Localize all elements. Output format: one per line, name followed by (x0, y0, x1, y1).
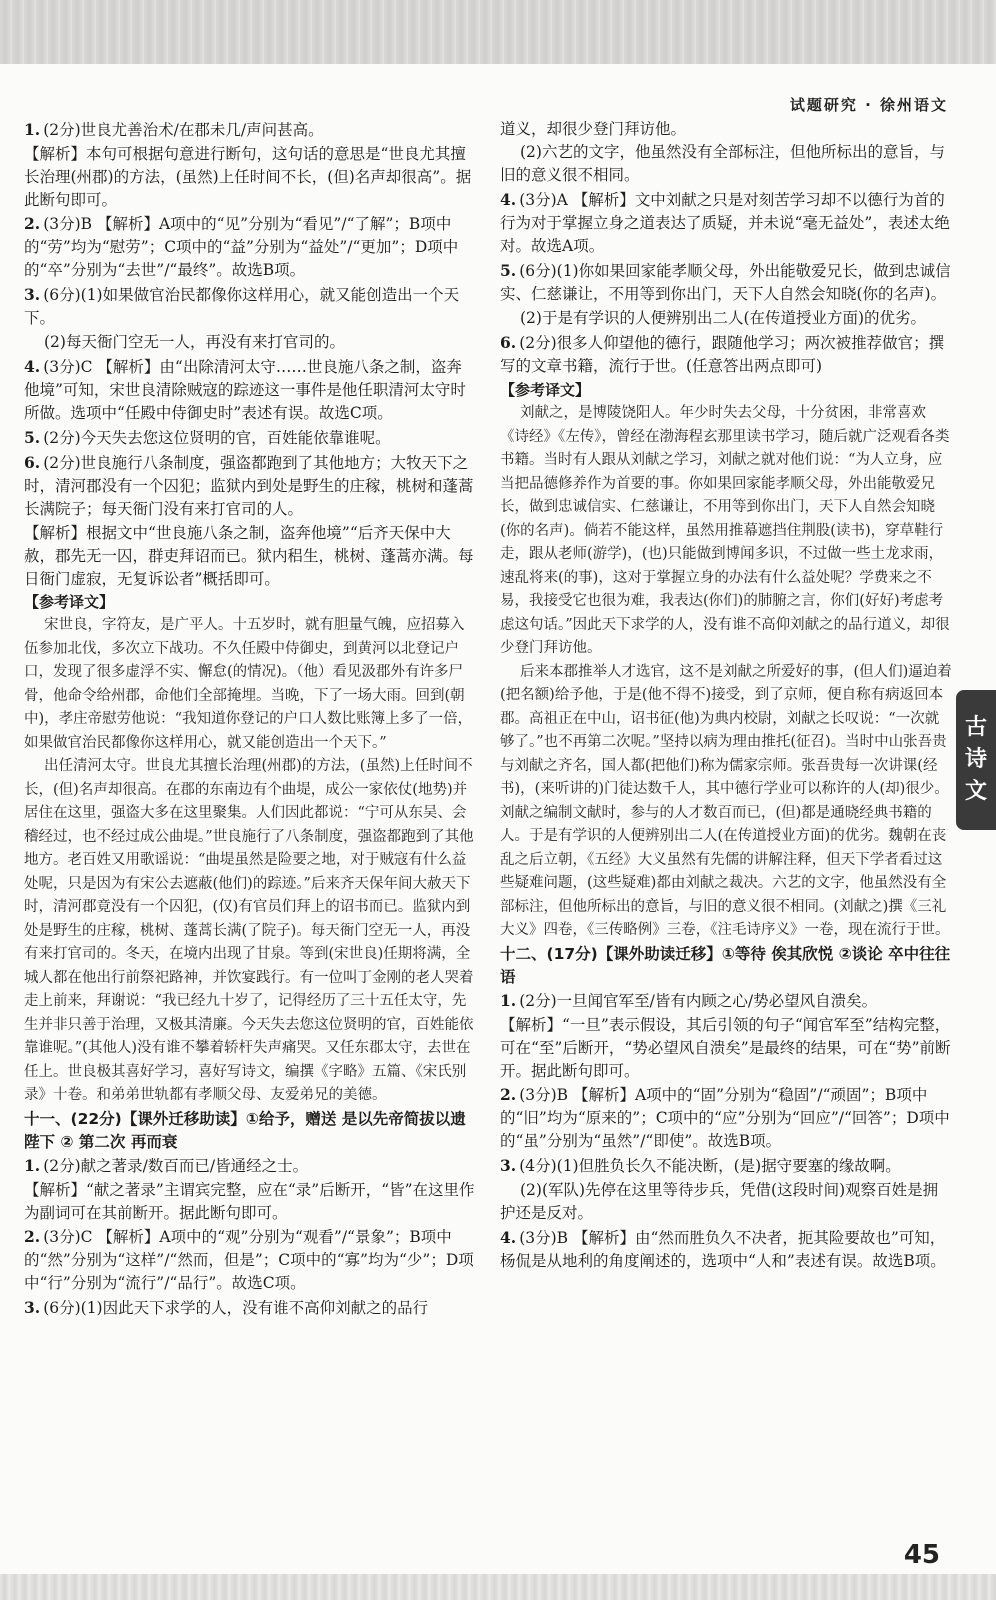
item-text: (3分)B 【解析】A项中的“固”分别为“稳固”/“顽固”；B项中的“旧”均为“原来的”；C项中的“应”分别为“回应”/“回答”；D项中的“虽”分别为“虽然”/“即使”。故选B项。 (500, 1085, 950, 1150)
item-text: (3分)B 【解析】A项中的“见”分别为“看见”/“了解”；B项中的“劳”均为“慰劳”；C项中的“益”分别为“益处”/“更加”；D项中的“卒”分别为“去世”/“最终”。故选B项。 (24, 215, 459, 279)
item-text: (3分)C 【解析】A项中的“观”分别为“观看”/“景象”；B项中的“然”分别为“这样”/“然而，但是”；C项中的“寡”均为“少”；D项中“行”分别为“流行”/“品行”。故选C项。 (24, 1227, 474, 1292)
item-number: 5. (24, 428, 41, 447)
item-number: 1. (500, 990, 517, 1010)
item-number: 5. (500, 261, 517, 280)
item-number: 3. (24, 1297, 41, 1317)
item-number: 4. (500, 190, 517, 209)
right-column (500, 118, 952, 1274)
answer-item (500, 331, 952, 378)
side-tab-char: 诗 (964, 747, 987, 772)
answer-item (24, 355, 476, 425)
item-text: (6分)(1)因此天下求学的人，没有谁不高仰刘献之的品行 (43, 1298, 429, 1317)
translation-paragraph: 出任清河太守。世良尤其擅长治理(州郡)的方法，(虽然)上任时间不长，(但)名声却很高。在郡的东南边有个曲堤，成公一家依仗(地势)并居住在这里，强盗大多在这里聚集。人们因此都说：“宁可从东吴、会稽经过，也不经过成公曲堤。”世良施行了八条制度，强盗都跑到了其他地方。老百姓又用歌谣说：“曲堤虽然是险要之地，对于贼寇有什么益处呢，只是因为有宋公去遮蔽(他们)的踪迹。”后来齐天保年间大赦天下时，清河郡竟没有一个囚犯，(仅)有官员们拜上的诏书而已。监狱内到处是野生的庄稼，桃树、蓬蒿长满(了院子)。每天衙门空无一人，再没有来打官司的。冬天，在境内出现了甘泉。等到(宋世良)任期将满，全城人都在他出行前祭祀路神，并饮宴践行。有一位叫丁金刚的老人哭着走上前来，拜谢说：“我已经九十岁了，记得经历了三十五任太守，先生并非只善于治理，又极其清廉。今天失去您这位贤明的官，百姓能依靠谁呢。”(其他人)没有谁不攀着轿杆失声痛哭。又任东郡太守，去世在任上。世良极其喜好学习，喜好写诗文，编撰《字略》五篇、《宋氏别录》十卷。和弟弟世轨都有孝顺父母、友爱弟兄的美德。 (24, 758, 474, 1103)
header-title: 试题研究 · 徐州语文 (789, 96, 948, 114)
translation-paragraph: 宋世良，字符友，是广平人。十五岁时，就有胆量气魄，应招募入伍参加北伐，多次立下战功。不久任殿中侍御史，到黄河以北登记户口，发现了很多虚浮不实、懈怠(的情况)。（他）看见汲郡外有许多尸骨，他命令给州郡，命他们全部掩埋。当晚，下了一场大雨。回到(朝中)，孝庄帝慰劳他说：“我知道你登记的户口人数比账簿上多了一倍，如果做官治民都像你这样用心，就又能创造出一个天下。” (24, 617, 473, 751)
item-number: 6. (24, 453, 41, 472)
answer-item (500, 188, 952, 258)
item-text: (3分)C 【解析】由“出除清河太守……世良施八条之制，盗奔他境”可知，宋世良清除贼寇的踪迹这一事件是他任职清河太守时所做。选项中“任殿中侍御史时”表述有误。故选C项。 (24, 358, 466, 422)
page-number: 45 (903, 1540, 940, 1570)
answer-item (24, 212, 476, 282)
answer-item (24, 1225, 476, 1295)
item-text: (2分)献之著录/数百而已/皆通经之士。 (43, 1156, 309, 1175)
answer-item (24, 451, 476, 521)
analysis-paragraph: 【解析】“一旦”表示假设，其后引领的句子“闻官军至”结构完整，可在“至”后断开，“势必望风自溃矣”是最终的结果，可在“势”前断开。据此断句即可。 (500, 1015, 951, 1080)
answer-item (24, 1154, 476, 1178)
analysis-paragraph: 道义，却很少登门拜访他。 (500, 120, 687, 138)
answer-item (500, 1083, 952, 1153)
item-text: (2分)世良施行八条制度，强盗都跑到了其他地方；大牧天下之时，清河郡没有一个囚犯；监狱内到处是野生的庄稼，桃树和蓬蒿长满院子；每天衙门没有来打官司的人。 (24, 454, 474, 518)
answer-subitem: (2)六艺的文字，他虽然没有全部标注，但他所标出的意旨，与旧的意义很不相同。 (500, 143, 945, 184)
section-heading: 十一、(22分)【课外迁移助读】①给予，赠送 是以先帝简拔以遗陛下 ② 第二次 再而衰 (24, 1109, 466, 1151)
bottom-scan-band (0, 1574, 996, 1600)
item-number: 1. (24, 120, 41, 139)
item-text: (3分)A 【解析】文中刘献之只是对刻苦学习却不以德行为首的行为对于掌握立身之道表达了质疑，并未说“毫无益处”，表述太绝对。故选A项。 (500, 191, 950, 255)
item-number: 4. (24, 357, 41, 376)
section-side-tab (956, 690, 996, 830)
item-text: (2分)世良尤善治术/在郡未几/声问甚高。 (43, 121, 324, 139)
answer-item (24, 283, 476, 330)
answer-item (500, 259, 952, 306)
item-number: 3. (24, 285, 41, 304)
translation-heading: 【参考译文】 (500, 381, 591, 399)
side-tab-char: 文 (964, 779, 987, 804)
item-number: 3. (500, 1155, 517, 1175)
item-text: (2分)很多人仰望他的德行，跟随他学习；两次被推荐做官；撰写的文章书籍，流行于世。(任意答出两点即可) (500, 334, 945, 375)
item-text: (2分)今天失去您这位贤明的官，百姓能依靠谁呢。 (43, 429, 391, 447)
answer-subitem: (2)(军队)先停在这里等待步兵，凭借(这段时间)观察百姓是拥护还是反对。 (500, 1180, 939, 1222)
answer-item (500, 1154, 952, 1178)
item-text: (3分)B 【解析】由“然而胜负久不决者，扼其险要故也”可知，杨侃是从地利的角度阐述的，选项中“人和”表述有误。故选B项。 (500, 1228, 946, 1270)
item-number: 6. (500, 333, 517, 352)
answer-item (24, 118, 476, 142)
item-number: 1. (24, 1155, 41, 1175)
translation-paragraph: 后来本郡推举人才选官，这不是刘献之所爱好的事，(但人们)逼迫着(把名额)给予他，于是(他不得不)接受，到了京师，便自称有病返回本郡。高祖正在中山，诏书征(他)为典内校尉，刘献之长叹说：“一次就够了。”也不再第二次呢。”坚持以病为理由推托(征召)。当时中山张吾贵与刘献之齐名，国人都(把他们)称为儒家宗师。张吾贵每一次讲课(经书)，(来听讲的)门徒达数千人，其中德行学业可以称许的人(却)很少。刘献之编制文献时，参与的人才数百而已，(但)都是通晓经典书籍的人。于是有学识的人便辨别出二人(在传道授业方面)的优劣。魏朝在丧乱之后立朝，《五经》大义虽然有先儒的讲解注释，但天下学者看过这些疑难问题，(这些疑难)都由刘献之裁决。六艺的文字，他虽然没有全部标注，但他所标出的意旨，与旧的意义很不相同。(刘献之)撰《三礼大义》四卷，《三传略例》三卷，《注毛诗序义》一卷，现在流行于世。 (500, 663, 952, 938)
left-column (24, 118, 476, 1321)
analysis-paragraph: 【解析】根据文中“世良施八条之制，盗奔他境”“后齐天保中大赦，郡先无一囚，群吏拜诏而已。狱内稆生，桃树、蓬蒿亦满。每日衙门虚寂，无复诉讼者”概括即可。 (24, 524, 474, 588)
item-text: (6分)(1)你如果回家能孝顺父母，外出能敬爱兄长，做到忠诚信实、仁慈谦让，不用等到你出门，天下人自然会知晓(你的名声)。 (500, 262, 951, 303)
item-number: 2. (24, 1226, 41, 1246)
answer-item (24, 1296, 476, 1320)
answer-subitem: (2)于是有学识的人便辨别出二人(在传道授业方面)的优劣。 (520, 309, 927, 327)
answer-item (500, 1226, 952, 1273)
top-scan-band (0, 0, 996, 64)
item-text: (4分)(1)但胜负长久不能决断，(是)据守要塞的缘故啊。 (519, 1156, 901, 1175)
item-number: 2. (500, 1084, 517, 1104)
translation-paragraph: 刘献之，是博陵饶阳人。年少时失去父母，十分贫困，非常喜欢《诗经》《左传》，曾经在渤海程玄那里读书学习，随后就广泛观看各类书籍。当时有人跟从刘献之学习，刘献之就对他们说：“为人立身，应当把品德修养作为首要的事。你如果回家能孝顺父母，外出能敬爱兄长，做到忠诚信实、仁慈谦让，不用等到你出门，天下人自然会知晓(你的名声)。倘若不能这样，虽然用推幕遮挡住荆股(读书)，穿草鞋行走，跟从老师(游学)，(也)只能做到博闻多识，不过做一些土龙求雨，速乱将来(的事)，这对于掌握立身的办法有什么益处呢？学费来之不易，我接受它也很为难，我表达(你们)的肺腑之言，你们(好好)考虑考虑这句话。”因此天下求学的人，没有谁不高仰刘献之的品行道义，却很少登门拜访他。 (500, 405, 950, 656)
side-tab-char: 古 (964, 715, 987, 740)
section-heading: 十二、(17分)【课外助读迁移】①等待 俟其欣悦 ②谈论 卒中往往语 (500, 944, 951, 986)
answer-item (24, 426, 476, 450)
item-number: 4. (500, 1227, 517, 1247)
translation-heading: 【参考译文】 (24, 593, 115, 611)
analysis-paragraph: 【解析】本句可根据句意进行断句，这句话的意思是“世良尤其擅长治理(州郡)的方法，(虽然)上任时间不长，(但)名声却很高”。据此断句即可。 (24, 145, 472, 209)
item-text: (2分)一旦闻官军至/皆有内顾之心/势必望风自溃矣。 (519, 991, 878, 1010)
item-text: (6分)(1)如果做官治民都像你这样用心，就又能创造出一个天下。 (24, 286, 460, 327)
answer-subitem: (2)每天衙门空无一人，再没有来打官司的。 (44, 333, 345, 351)
item-number: 2. (24, 214, 41, 233)
analysis-paragraph: 【解析】“献之著录”主谓宾完整，应在“录”后断开，“皆”在这里作为副词可在其前断开。据此断句即可。 (24, 1180, 475, 1222)
answer-item (500, 989, 952, 1013)
